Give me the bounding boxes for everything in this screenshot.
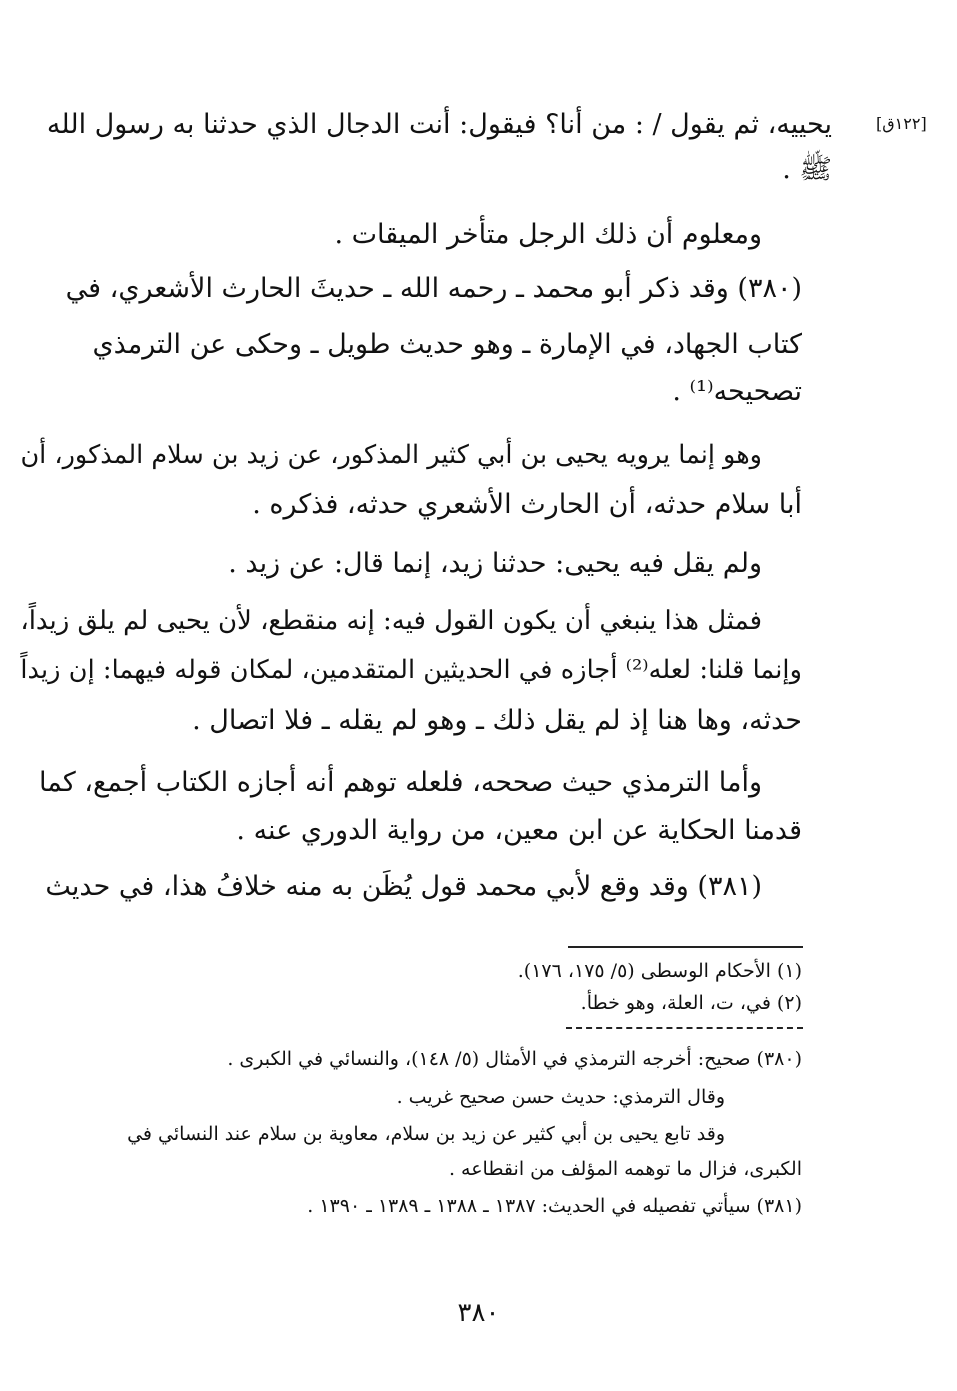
body-line: قدمنا الحكاية عن ابن معين، من رواية الدوري عنه . — [236, 815, 802, 846]
body-line: تصحيحه⁽¹⁾ . — [672, 376, 802, 407]
footnote-rule — [568, 946, 803, 948]
footnote-1: (١) الأحكام الوسطى (٥/ ١٧٥، ١٧٦). — [517, 960, 802, 982]
editor-note: (٣٨١) سيأتي تفصيله في الحديث: ١٣٨٧ ـ ١٣٨٨ ـ ١٣٨٩ ـ ١٣٩٠ . — [307, 1195, 802, 1217]
editor-note: الكبرى، فزال ما توهمه المؤلف من انقطاعه . — [448, 1158, 802, 1180]
hadith-380-line: (٣٨٠) وقد ذكر أبو محمد ـ رحمه الله ـ حديثَ الحارث الأشعري، في — [65, 273, 802, 304]
body-line: يحييه، ثم يقول / : من أنا؟ فيقول: أنت الدجال الذي حدثنا به رسول الله — [46, 109, 832, 140]
body-line: وأما الترمذي حيث صححه، فلعله توهم أنه أجازه الكتاب أجمع، كما — [39, 767, 762, 798]
body-line: ولم يقل فيه يحيى: حدثنا زيد، إنما قال: عن زيد . — [228, 548, 762, 579]
editor-note: (٣٨٠) صحيح: أخرجه الترمذي في الأمثال (٥/ ١٤٨)، والنسائي في الكبرى . — [227, 1048, 802, 1070]
body-line: كتاب الجهاد، في الإمارة ـ وهو حديث طويل ـ وحكى عن الترمذي — [92, 329, 802, 360]
page-number: ٣٨٠ — [457, 1298, 500, 1328]
body-line: ومعلوم أن ذلك الرجل متأخر الميقات . — [334, 219, 762, 250]
editor-note: وقد تابع يحيى بن أبي كثير عن زيد بن سلام، معاوية بن سلام عند النسائي في — [127, 1123, 725, 1145]
footnote-2: (٢) في، ت، العلة، وهو خطأ. — [580, 992, 802, 1014]
hadith-381-line: (٣٨١) وقد وقع لأبي محمد قول يُظَن به منه خلافُ هذا، في حديث — [45, 871, 762, 902]
body-line: وهو إنما يرويه يحيى بن أبي كثير المذكور، عن زيد بن سلام المذكور، أن — [20, 440, 762, 470]
editor-notes-divider — [566, 1027, 803, 1029]
body-line: وإنما قلنا: لعله⁽²⁾ أجازه في الحديثين المتقدمين، لمكان قوله فيهما: إن زيداً — [20, 655, 802, 685]
body-line: ﷺ . — [782, 154, 832, 185]
body-line: حدثه، وها هنا إذ لم يقل ذلك ـ وهو لم يقله ـ فلا اتصال . — [192, 705, 802, 736]
body-line: فمثل هذا ينبغي أن يكون القول فيه: إنه منقطع، لأن يحيى لم يلق زيداً، — [20, 606, 762, 636]
margin-folio-note: [١٢٢ق] — [876, 114, 927, 133]
body-line: أبا سلام حدثه، أن الحارث الأشعري حدثه، فذكره . — [252, 489, 802, 520]
editor-note: وقال الترمذي: حديث حسن صحيح غريب . — [396, 1086, 725, 1108]
